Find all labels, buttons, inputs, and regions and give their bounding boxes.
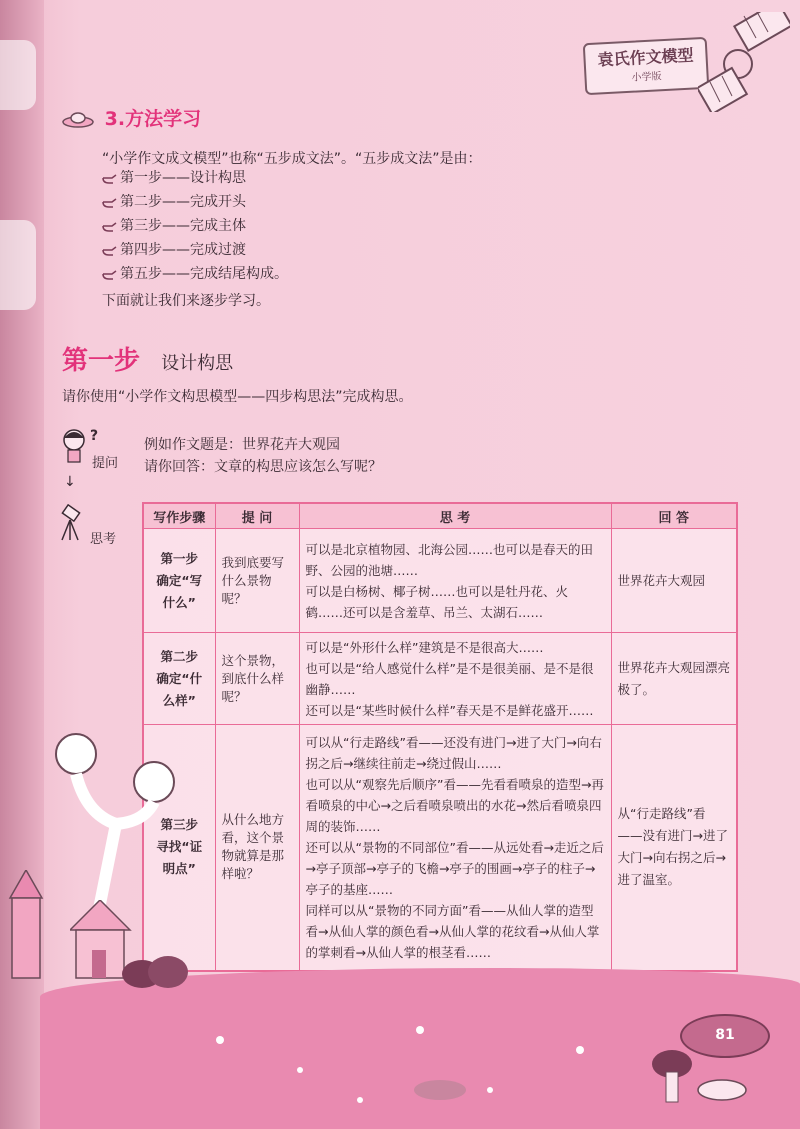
thinking-line: 还可以是“某些时候什么样”春天是不是鲜花盛开…… xyxy=(305,702,594,718)
thinking-cell xyxy=(299,633,611,725)
step-cell xyxy=(143,529,215,633)
intro-text: “小学作文成文模型”也称“五步成文法”。“五步成文法”是由： xyxy=(102,151,482,167)
thinking-cell xyxy=(299,725,611,971)
step-item: 第四步——完成过渡 xyxy=(120,242,246,258)
ask-line: 例如作文题是：世界花卉大观园 xyxy=(144,437,340,453)
instruction-text: 请你使用“小学作文构思模型——四步构思法”完成构思。 xyxy=(62,389,413,405)
column-header: 回 答 xyxy=(611,503,737,529)
satellite-icon xyxy=(698,12,790,112)
column-header: 写作步骤 xyxy=(143,503,215,529)
table-header-row xyxy=(143,503,737,529)
table-row xyxy=(143,725,737,971)
question-cell: 从什么地方看，这个景物就算是那样啦？ xyxy=(215,725,299,971)
left-edge-decoration xyxy=(0,220,36,310)
telescope-icon xyxy=(56,504,90,544)
answer-cell: 世界花卉大观园 xyxy=(611,529,737,633)
step-heading xyxy=(62,340,233,377)
step-cell-line: 么样” xyxy=(162,692,196,708)
pointing-hand-icon xyxy=(102,219,118,233)
step-item: 第一步——设计构思 xyxy=(120,170,246,186)
step-cell-line: 寻找“证 xyxy=(156,839,203,855)
left-edge-decoration xyxy=(0,40,36,110)
bush-decoration xyxy=(120,952,190,988)
step-list xyxy=(102,166,288,286)
ask-label: 提问 xyxy=(92,456,119,471)
step-cell-line: 第二步 xyxy=(160,648,198,664)
column-header: 思 考 xyxy=(299,503,611,529)
step-cell-line: 明点” xyxy=(162,861,196,877)
table-row xyxy=(143,633,737,725)
down-arrow-icon: ↓ xyxy=(64,474,76,490)
ask-block xyxy=(144,434,382,478)
question-cell: 我到底要写什么景物呢？ xyxy=(215,529,299,633)
castle-decoration xyxy=(8,870,44,980)
step-cell-line: 确定“什 xyxy=(156,670,203,686)
pointing-hand-icon xyxy=(102,171,118,185)
svg-text:?: ? xyxy=(90,428,99,444)
list-item xyxy=(102,262,288,286)
series-title: 袁氏作文模型 xyxy=(597,45,694,70)
answer-cell: 世界花卉大观园漂亮极了。 xyxy=(611,633,737,725)
step-cell-line: 确定“写 xyxy=(156,572,203,588)
list-item xyxy=(102,238,288,262)
pointing-hand-icon xyxy=(102,195,118,209)
pointing-hand-icon xyxy=(102,267,118,281)
step-item: 第三步——完成主体 xyxy=(120,218,246,234)
step-cell-line: 什么” xyxy=(162,594,196,610)
step-cell-line: 第三步 xyxy=(160,817,198,833)
ufo-icon xyxy=(62,111,94,129)
writing-steps-table xyxy=(142,502,738,972)
thinking-line: 也可以从“观察先后顺序”看——先看看喷泉的造型→再看喷泉的中心→之后看喷泉喷出的水花→然后看喷泉四周的装饰…… xyxy=(305,776,604,834)
list-item xyxy=(102,190,288,214)
thinking-line: 还可以从“景物的不同部位”看——从远处看→走近之后→亭子顶部→亭子的飞檐→亭子的围画→亭子的柱子→亭子的基座…… xyxy=(305,839,604,897)
section-title: 3.方法学习 xyxy=(104,108,202,130)
thinking-line: 可以从“行走路线”看——还没有进门→进了大门→向右拐之后→继续往前走→绕过假山…… xyxy=(305,734,602,771)
section-heading xyxy=(62,104,201,131)
step-cell xyxy=(143,633,215,725)
thinking-line: 可以是白杨树、椰子树……也可以是牡丹花、火鹤……还可以是含羞草、吊兰、太湖石…… xyxy=(305,583,569,620)
series-subtitle: 小学版 xyxy=(631,71,662,84)
answer-cell: 从“行走路线”看——没有进门→进了大门→向右拐之后→进了温室。 xyxy=(611,725,737,971)
page-number: 81 xyxy=(680,1014,770,1058)
thinking-line: 同样可以从“景物的不同方面”看——从仙人掌的造型看→从仙人掌的颜色看→从仙人掌的花纹看→从仙人掌的掌刺看→从仙人掌的根茎看…… xyxy=(305,902,600,960)
list-item xyxy=(102,214,288,238)
series-banner xyxy=(583,37,710,95)
step-number-title: 第一步 xyxy=(62,346,141,376)
mushroom-decoration xyxy=(650,1044,750,1108)
question-cell: 这个景物，到底什么样呢？ xyxy=(215,633,299,725)
think-label: 思考 xyxy=(90,532,117,547)
step-item: 第五步——完成结尾构成。 xyxy=(120,266,288,282)
ask-line: 请你回答：文章的构思应该怎么写呢？ xyxy=(144,459,382,475)
thinking-line: 可以是“外形什么样”建筑是不是很高大…… xyxy=(305,639,544,655)
step-subtitle: 设计构思 xyxy=(161,353,234,374)
closing-text: 下面就让我们来逐步学习。 xyxy=(102,293,270,309)
thinking-line: 也可以是“给人感觉什么样”是不是很美丽、是不是很幽静…… xyxy=(305,660,594,697)
thinking-cell xyxy=(299,529,611,633)
step-cell-line: 第一步 xyxy=(160,550,198,566)
thinking-line: 可以是北京植物园、北海公园……也可以是春天的田野、公园的池塘…… xyxy=(305,541,594,578)
list-item xyxy=(102,166,288,190)
step-item: 第二步——完成开头 xyxy=(120,194,246,210)
column-header: 提 问 xyxy=(215,503,299,529)
table-row xyxy=(143,529,737,633)
pointing-hand-icon xyxy=(102,243,118,257)
